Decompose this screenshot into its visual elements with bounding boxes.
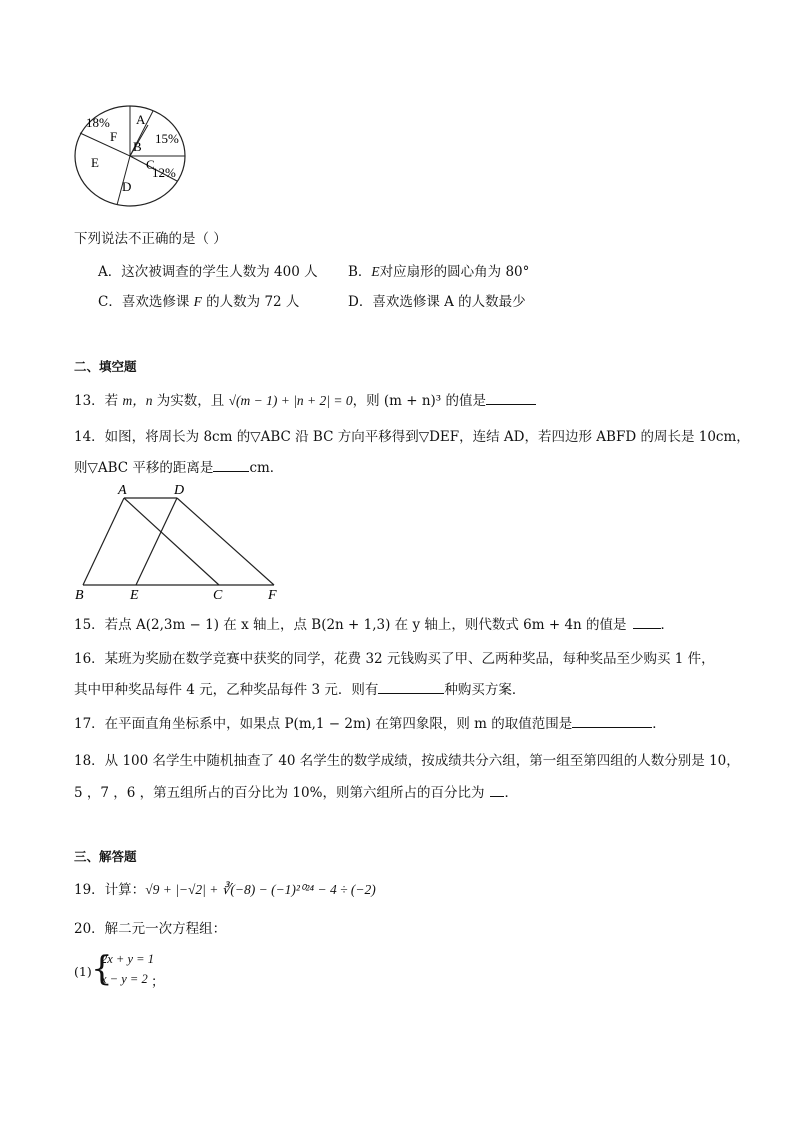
q13-answer-blank[interactable] xyxy=(486,390,536,405)
q16-line2-pre: 其中甲种奖品每件 4 元，乙种奖品每件 3 元．则有 xyxy=(74,682,379,698)
fig-label-b: B xyxy=(75,588,84,601)
question-13 xyxy=(74,389,536,409)
q16-line2-post: 种购买方案． xyxy=(444,682,526,698)
q14-line2-post: cm． xyxy=(249,460,284,476)
q13-vars: m，n xyxy=(122,393,153,408)
q12-option-c xyxy=(98,290,299,310)
pie-label-f: F xyxy=(110,129,118,144)
q12-option-b-label: B． xyxy=(348,264,372,280)
q20-part-label: (1) xyxy=(74,964,92,979)
left-brace-icon: { xyxy=(91,949,113,989)
q13-tail: ，则 (m + n)³ 的值是 xyxy=(352,393,487,409)
q19-expression: √9 + |−√2| + ∛(−8) − (−1)²⁰²⁴ − 4 ÷ (−2) xyxy=(145,882,376,897)
q12-option-c-label: C．喜欢选修课 xyxy=(98,294,194,310)
pie-label-a: A xyxy=(136,112,146,127)
pie-label-pct-f: 18% xyxy=(86,115,110,130)
pie-label-b: B xyxy=(133,139,142,154)
q18-line2-post: ． xyxy=(504,785,518,801)
fig-label-f: F xyxy=(268,588,277,601)
q12-option-a: A．这次被调查的学生人数为 400 人 xyxy=(98,264,318,280)
q12-stem: 下列说法不正确的是（ ） xyxy=(74,231,227,247)
q15-tail: ． xyxy=(660,617,675,633)
question-17 xyxy=(74,712,666,732)
q17-text: 17．在平面直角坐标系中，如果点 P(m,1 − 2m) 在第四象限，则 m 的取值范围是 xyxy=(74,716,573,732)
section-title-solve: 三、解答题 xyxy=(74,849,137,864)
q14-line2 xyxy=(74,456,283,476)
q17-answer-blank[interactable] xyxy=(572,713,652,728)
fig-label-d: D xyxy=(174,483,185,498)
q20-stem: 20．解二元一次方程组： xyxy=(74,921,227,937)
q19-prefix: 19．计算： xyxy=(74,882,146,898)
q15-text: 15．若点 A(2,3m − 1) 在 x 轴上，点 B(2n + 1,3) 在 y 轴上，则代数式 6m + 4n 的值是 xyxy=(74,617,627,633)
q18-line2 xyxy=(74,781,518,801)
pie-label-d: D xyxy=(122,179,132,194)
q13-mid: 为实数，且 xyxy=(152,393,229,409)
q20-equation-2: x − y = 2 xyxy=(101,972,148,986)
q16-line1: 16．某班为奖励在数学竞赛中获奖的同学，花费 32 元钱购买了甲、乙两种奖品，每种奖品至少购买 1 件， xyxy=(74,651,715,667)
pie-label-c: C xyxy=(146,157,155,172)
q12-option-c-text: 的人数为 72 人 xyxy=(201,294,300,310)
q16-answer-blank[interactable] xyxy=(378,679,444,694)
q18-line2-pre: 5 ，7 ，6 ，第五组所占的百分比为 10%，则第六组所占的百分比为 xyxy=(74,785,485,801)
q18-answer-blank[interactable] xyxy=(490,782,504,797)
q17-tail: ． xyxy=(652,716,666,732)
q14-line2-pre: 则▽ABC 平移的距离是 xyxy=(74,460,214,476)
question-15 xyxy=(74,613,674,633)
fig-label-e: E xyxy=(130,588,139,601)
q14-answer-blank[interactable] xyxy=(213,457,249,472)
q13-expr: √(m − 1) + |n + 2| = 0 xyxy=(228,393,353,408)
pie-label-pct-c: 12% xyxy=(152,165,176,180)
q16-line2 xyxy=(74,678,525,698)
section-title-fill-blank: 二、填空题 xyxy=(74,359,137,374)
translation-triangle-figure xyxy=(70,481,290,601)
pie-label-pct-b: 15% xyxy=(155,131,179,146)
question-19 xyxy=(74,878,376,898)
q15-answer-blank[interactable] xyxy=(633,614,661,629)
pie-chart-figure xyxy=(70,103,195,208)
q12-option-b-text: 对应扇形的圆心角为 80° xyxy=(379,264,530,280)
q14-line1: 14．如图，将周长为 8cm 的▽ABC 沿 BC 方向平移得到▽DEF，连结 AD，若四边形 ABFD 的周长是 10cm， xyxy=(74,429,750,445)
q12-option-d: D．喜欢选修课 A 的人数最少 xyxy=(348,294,526,310)
q18-line1: 18．从 100 名学生中随机抽查了 40 名学生的数学成绩，按成绩共分六组，第一组至第四组的人数分别是 10， xyxy=(74,753,740,769)
fig-label-c: C xyxy=(213,588,223,601)
q12-option-b-var: E xyxy=(371,264,380,279)
q20-equation-1: 2x + y = 1 xyxy=(101,952,154,966)
q12-option-c-var: F xyxy=(193,294,202,309)
q12-option-b xyxy=(348,260,529,280)
fig-label-a: A xyxy=(118,483,127,498)
q13-num: 13．若 xyxy=(74,393,123,409)
q20-tail: ； xyxy=(151,974,165,990)
pie-label-e: E xyxy=(91,155,99,170)
